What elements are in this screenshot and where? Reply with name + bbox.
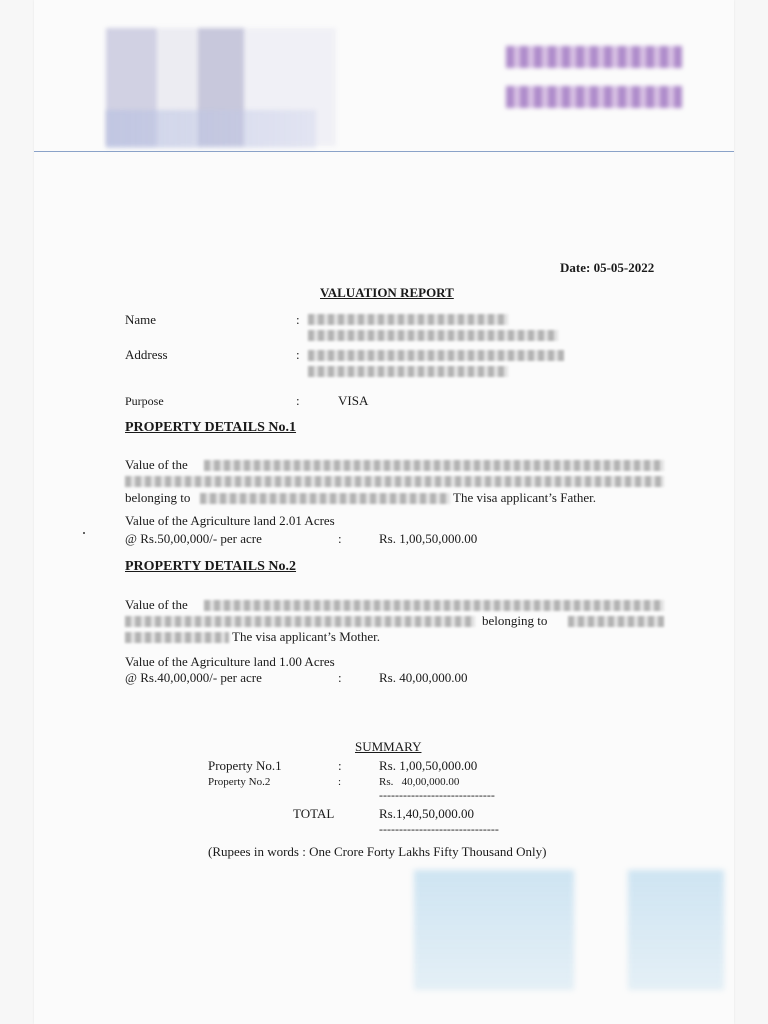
property1-land-description-redacted-2: [125, 476, 664, 487]
property1-colon: :: [338, 531, 342, 546]
property2-land-area: Value of the Agriculture land 1.00 Acres: [125, 654, 335, 669]
property2-land-description-redacted-1: [204, 600, 664, 611]
name-colon: :: [296, 312, 300, 327]
property2-rate: @ Rs.40,00,000/- per acre: [125, 670, 262, 685]
summary-heading: SUMMARY: [355, 739, 422, 754]
property1-relation: The visa applicant’s Father.: [453, 490, 596, 505]
property2-heading: PROPERTY DETAILS No.2: [125, 559, 297, 574]
property1-text-prefix: Value of the: [125, 457, 188, 472]
document-page: [34, 0, 734, 1024]
letterhead-divider: [34, 151, 734, 152]
property2-colon: :: [338, 670, 342, 685]
address-redacted-1: [308, 350, 564, 361]
report-date: Date: 05-05-2022: [560, 260, 655, 275]
property2-text-prefix: Value of the: [125, 597, 188, 612]
property2-owner-redacted-1: [568, 616, 664, 627]
address-colon: :: [296, 347, 300, 362]
property2-land-description-redacted-2: [125, 616, 475, 627]
report-title: VALUATION REPORT: [320, 285, 454, 300]
amount-in-words: (Rupees in words : One Crore Forty Lakhs Fifty Thousand Only): [208, 844, 547, 859]
name-label: Name: [125, 312, 157, 327]
property1-amount: Rs. 1,00,50,000.00: [379, 531, 478, 546]
summary-row-colon: :: [338, 758, 342, 773]
purpose-colon: :: [296, 393, 300, 408]
total-value: Rs.1,40,50,000.00: [379, 806, 474, 821]
property1-owner-redacted: [200, 493, 450, 504]
summary-divider-2: ------------------------------: [379, 822, 499, 836]
stamp-redacted-2: [628, 870, 724, 990]
property2-amount: Rs. 40,00,000.00: [379, 670, 468, 685]
property1-belonging-to: belonging to: [125, 490, 191, 505]
total-label: TOTAL: [293, 806, 335, 821]
address-label: Address: [125, 347, 168, 362]
letterhead-name-redacted: [106, 110, 316, 148]
summary-divider-1: -----------------------------: [379, 788, 495, 802]
summary-row-value: Rs. 40,00,000.00: [379, 776, 460, 788]
property1-land-area: Value of the Agriculture land 2.01 Acres: [125, 513, 335, 528]
name-redacted-2: [308, 330, 558, 341]
letterhead-contact-redacted-2: [506, 86, 682, 108]
summary-row-label: Property No.1: [208, 758, 282, 773]
property2-owner-redacted-2: [125, 632, 229, 643]
summary-row-value: Rs. 1,00,50,000.00: [379, 758, 478, 773]
address-redacted-2: [308, 366, 508, 377]
scan-speck: [83, 532, 85, 534]
purpose-value: VISA: [338, 393, 369, 408]
stamp-redacted-1: [414, 870, 574, 990]
summary-row-colon: :: [338, 776, 342, 788]
purpose-label: Purpose: [125, 394, 164, 408]
property1-land-description-redacted-1: [204, 460, 664, 471]
name-redacted-1: [308, 314, 508, 325]
property2-relation: The visa applicant’s Mother.: [232, 629, 381, 644]
letterhead-contact-redacted-1: [506, 46, 682, 68]
property1-heading: PROPERTY DETAILS No.1: [125, 420, 297, 435]
property1-rate: @ Rs.50,00,000/- per acre: [125, 531, 262, 546]
property2-belonging-to: belonging to: [482, 613, 548, 628]
summary-row-label: Property No.2: [208, 776, 271, 788]
